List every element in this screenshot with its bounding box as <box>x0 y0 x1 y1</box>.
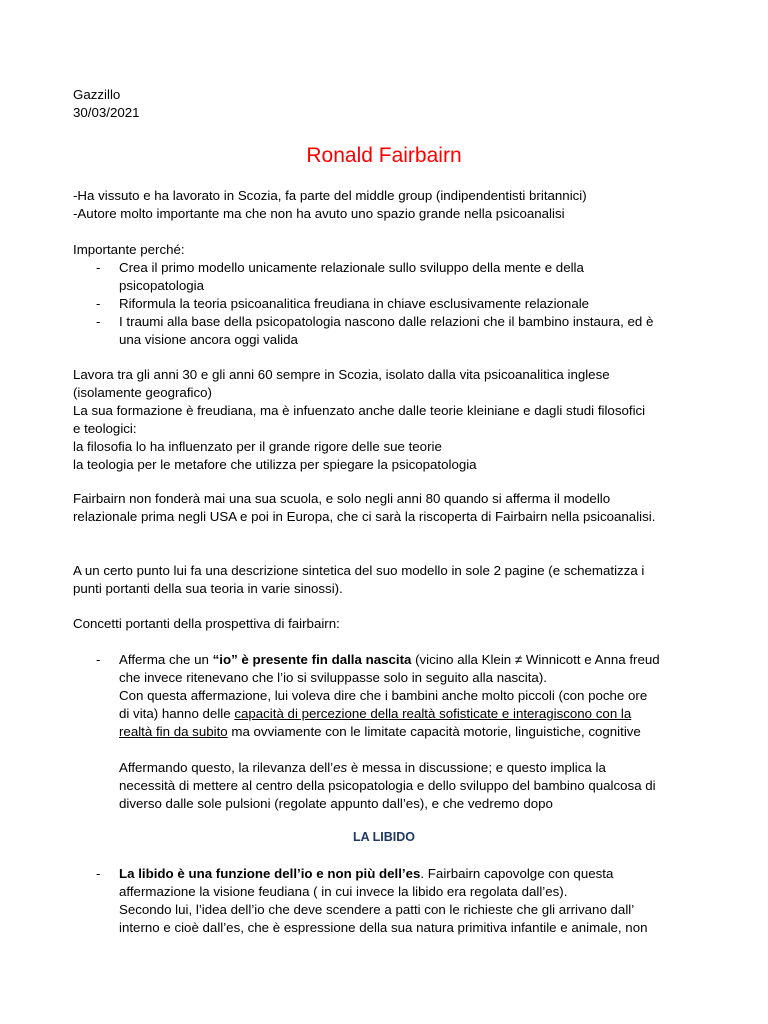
underlined-text: capacità di percezione della realtà sofisticate e interagiscono con la <box>234 706 632 721</box>
biography-paragraph: Lavora tra gli anni 30 e gli anni 60 sempre in Scozia, isolato dalla vita psicoanalitica inglese (isolamente geografico) La sua formazione è freudiana, ma è infuenzato anche dalle teorie kleiniane e dagli studi filosofici e teologici: la filosofia lo ha influenzato per il grande rigore delle sue teorie la teologia per le metafore che utilizza per spiegare la psicopatologia <box>73 367 646 472</box>
underlined-text: realtà fin da subito <box>119 724 228 739</box>
list-item: - I traumi alla base della psicopatologia nascono dalle relazioni che il bambino instaura, ed è una visione ancora oggi valida <box>73 313 713 349</box>
importance-list <box>73 259 713 349</box>
concepts-heading: Concetti portanti della prospettiva di fairbairn: <box>73 616 340 631</box>
bold-statement: “io” è presente fin dalla nascita <box>212 652 412 667</box>
intro-block <box>73 187 713 223</box>
author-name: Gazzillo <box>73 87 121 102</box>
list-item: - La libido è una funzione dell’io e non più dell’es. Fairbairn capovolge con questa affermazione la visione feudiana ( in cui invece la libido era regolata dall’es). Secondo lui, l’idea dell’io che deve scendere a patti con le richieste che gli arrivano dall’ interno e cioè dall’es, che è espressione della sua natura primitiva infantile e animale, non <box>73 865 713 937</box>
section-heading-libido: LA LIBIDO <box>352 830 416 844</box>
legacy-paragraph: Fairbairn non fonderà mai una sua scuola, e solo negli anni 80 quando si afferma il modello relazionale prima negli USA e poi in Europa, che ci sarà la riscoperta di Fairbairn nella psicoanalisi. <box>73 491 656 524</box>
list-item: - Riformula la teoria psicoanalitica freudiana in chiave esclusivamente relazionale <box>73 295 713 313</box>
header-block <box>73 86 713 122</box>
concepts-list <box>73 651 713 813</box>
intro-line: -Autore molto importante ma che non ha avuto uno spazio grande nella psicoanalisi <box>73 206 565 221</box>
document-date: 30/03/2021 <box>73 105 140 120</box>
list-item: - Afferma che un “io” è presente fin dalla nascita (vicino alla Klein ≠ Winnicott e Anna freud che invece ritenevano che l’io si sviluppasse solo in seguito alla nascita). Con questa affermazione, lui voleva dire che i bambini anche molto piccoli (con poche ore di vita) hanno delle capacità di percezione della realtà sofisticate e interagiscono con la realtà fin da subito ma ovviamente con le limitate capacità motorie, linguistiche, cognitive Affermando questo, la rilevanza dell’es è messa in discussione; e questo implica la necessità di mettere al centro della psicopatologia e dello sviluppo del bambino qualcosa di diverso dalle sole pulsioni (regolate appunto dall’es), e che vedremo dopo <box>73 651 713 813</box>
intro-line: -Ha vissuto e ha lavorato in Scozia, fa parte del middle group (indipendentisti britannici) <box>73 188 587 203</box>
libido-list <box>73 865 713 937</box>
bold-statement: La libido è una funzione dell’io e non più dell’es <box>119 866 421 881</box>
list-item: - Crea il primo modello unicamente relazionale sullo sviluppo della mente e della psicopatologia <box>73 259 713 295</box>
page-title: Ronald Fairbairn <box>306 144 462 167</box>
italic-term: es <box>333 760 348 775</box>
importance-heading: Importante perché: <box>73 242 185 257</box>
synthesis-paragraph: A un certo punto lui fa una descrizione sintetica del suo modello in sole 2 pagine (e schematizza i punti portanti della sua teoria in varie sinossi). <box>73 563 645 596</box>
